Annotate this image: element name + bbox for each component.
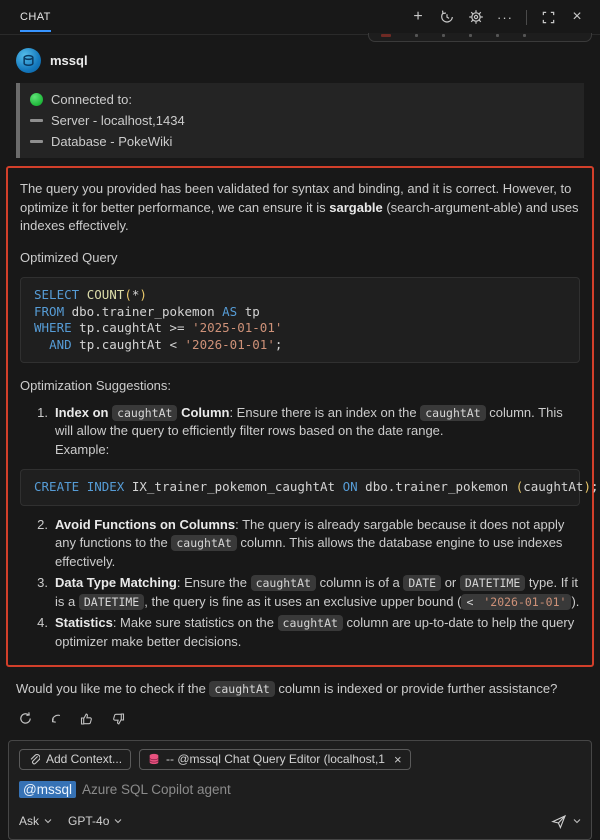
chat-composer[interactable] [8,740,592,840]
list-item [20,574,580,611]
connected-green-dot-icon [30,93,43,106]
assistant-response [6,166,599,667]
list-item-text: Data Type Matching: Ensure the caughtAt column is of a DATE or DATETIME type. If it is a DATETIME , the query is fine as it uses an exclusive upper bound ( < '2026-01-01' ). [55,575,580,609]
input-placeholder: Azure SQL Copilot agent [81,781,231,797]
response-intro: The query you provided has been validated for syntax and binding, and it is correct. However, to optimize it for better performance, we can ensure it is sargable (search-argument-able) and uses indexes effectively. [20,181,579,233]
connection-status-block [16,83,584,158]
model-label: GPT-4o [68,813,110,828]
send-icon [551,813,567,829]
model-picker[interactable] [68,814,122,828]
paperclip-icon [28,753,40,765]
more-actions-icon[interactable]: ··· [497,9,513,25]
connection-status-line [30,90,574,108]
chat-panel-titlebar [0,0,600,35]
remnant-mark [381,34,391,37]
mssql-mention-token[interactable]: @mssql [19,781,76,798]
optimization-suggestions-heading: Optimization Suggestions: [20,378,172,393]
agent-name: mssql [50,53,88,68]
list-item [20,516,580,572]
thumbs-down-icon[interactable] [109,710,127,728]
new-chat-icon[interactable]: + [413,8,423,25]
remnant-dot [496,34,499,37]
response-actions [16,710,584,728]
connection-database-text: Database - PokeWiki [51,133,173,149]
send-button[interactable] [551,813,581,829]
list-item-number: 3. [37,575,48,590]
remnant-dot [469,34,472,37]
undo-icon[interactable] [47,710,65,728]
assistant-followup-question: Would you like me to check if the caughtAt column is indexed or provide further assistance? [16,681,558,696]
remnant-dot [442,34,445,37]
list-item-text: Index on caughtAt Column: Ensure there is an index on the caughtAt column. This will allow the query to efficiently filter rows based on the date range. Example: [55,404,563,457]
thumbs-up-icon[interactable] [78,710,96,728]
settings-gear-icon[interactable] [467,8,485,26]
tab-chat[interactable] [20,0,51,34]
history-icon[interactable] [438,8,456,26]
database-icon [148,753,160,765]
chevron-down-icon [44,817,52,825]
mode-label: Ask [19,813,40,828]
list-item-text: Statistics: Make sure statistics on the caughtAt column are up-to-date to help the query optimizer make better decisions. [55,615,575,649]
add-context-button[interactable] [19,749,131,770]
chat-tab-label: CHAT [20,11,51,23]
previous-toolbar-remnant [368,33,592,42]
close-icon[interactable]: × [572,8,582,25]
list-item-number: 1. [37,404,48,420]
list-item-number: 4. [37,615,48,630]
composer-chips [19,749,581,770]
context-chip-query-editor[interactable] [139,749,411,770]
header-divider [526,10,527,25]
connection-status-text: Connected to: [51,91,132,107]
dash-icon [30,140,43,143]
dash-icon [30,119,43,122]
chat-input[interactable] [19,781,581,798]
add-context-label: Add Context... [46,752,123,766]
header-actions [409,8,586,26]
list-item-text: Avoid Functions on Columns: The query is already sargable because it does not apply any functions to the caughtAt column. This allows the database engine to use indexes effectively. [55,516,565,569]
composer-toolbar [19,813,581,829]
connection-database-line [30,132,574,150]
mode-picker[interactable] [19,814,52,828]
maximize-icon[interactable] [539,8,557,26]
agent-header [16,48,584,73]
connection-server-text: Server - localhost,1434 [51,112,185,128]
list-item-number: 2. [37,516,48,532]
remnant-dot [523,34,526,37]
chip-close-icon[interactable]: × [393,751,402,767]
optimized-query-heading: Optimized Query [20,249,118,265]
chevron-down-icon [573,817,581,825]
connection-server-line [30,111,574,129]
mssql-avatar [16,48,41,73]
context-chip-label: -- @mssql Chat Query Editor (localhost,1 [166,752,385,766]
chevron-down-icon [114,817,122,825]
optimized-sql-code-block[interactable]: SELECT COUNT(*) FROM dbo.trainer_pokemon AS tp WHERE tp.caughtAt >= '2025-01-01' AND tp.caughtAt < '2026-01-01'; [20,277,580,363]
list-item [20,614,580,651]
remnant-dot [415,34,418,37]
list-item [20,404,580,460]
rerun-icon[interactable] [16,710,34,728]
create-index-code-block[interactable]: CREATE INDEX IX_trainer_pokemon_caughtAt ON dbo.trainer_pokemon (caughtAt); [20,469,580,506]
